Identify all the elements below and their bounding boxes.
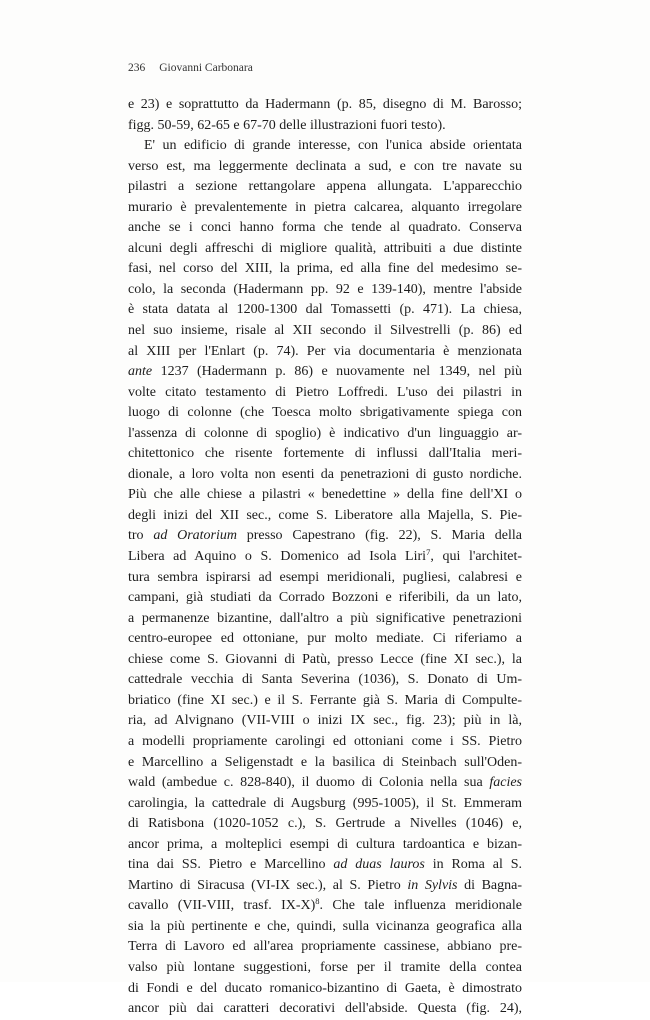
text-segment: e Marcellino a Seligenstadt e la basilica di Steinbach sull'Oden- xyxy=(128,754,522,770)
text-segment: verso est, ma leggermente declinata a sud, e con tre navate su xyxy=(128,158,522,174)
text-segment: figg. 50-59, 62-65 e 67-70 delle illustrazioni fuori testo). xyxy=(128,117,446,133)
text-segment: tura sembra ispirarsi ad esempi meridionali, pugliesi, calabresi e xyxy=(128,569,522,585)
text-segment: tina dai SS. Pietro e Marcellino xyxy=(128,857,334,873)
text-segment: Martino di Siracusa (VI-IX sec.), al S. Pietro xyxy=(128,877,408,893)
running-head xyxy=(128,62,253,74)
text-segment: è stata datata al 1200-1300 dal Tomassetti (p. 471). La chiesa, xyxy=(128,302,522,318)
text-segment: alcuni degli affreschi di migliore qualità, attribuiti a due distinte xyxy=(128,240,522,256)
italic-term: in Sylvis xyxy=(407,877,458,893)
text-line xyxy=(128,629,522,650)
text-segment: volte citato testamento di Pietro Loffredi. L'uso dei pilastri in xyxy=(128,384,522,400)
text-segment: briatico (fine XI sec.) e il S. Ferrante già S. Maria di Compulte- xyxy=(128,692,522,708)
text-line xyxy=(128,876,522,897)
text-line xyxy=(128,157,522,178)
italic-term: ante xyxy=(128,364,153,380)
text-segment: Più che alle chiese a pilastri « benedettine » della fine dell'XI o xyxy=(128,487,522,503)
text-line xyxy=(128,198,522,219)
text-segment: ria, ad Alvignano (VII-VIII o inizi IX sec., fig. 23); più in là, xyxy=(128,713,522,729)
text-segment: Libera ad Aquino o S. Domenico ad Isola Liri xyxy=(128,549,427,565)
text-line xyxy=(128,362,522,383)
text-segment: . Che tale influenza meridionale xyxy=(319,898,522,914)
text-segment: , qui l'architet- xyxy=(430,549,523,565)
text-segment: a modelli propriamente carolingi ed ottoniani come i SS. Pietro xyxy=(128,733,522,749)
text-segment: tro xyxy=(128,528,154,544)
text-line xyxy=(128,526,522,547)
italic-term: ad Oratorium xyxy=(153,528,237,544)
footnote-marker: 8 xyxy=(315,896,320,907)
text-line xyxy=(128,855,522,876)
text-line xyxy=(128,424,522,445)
text-segment: a permanenze bizantine, dall'altro a più significative penetrazioni xyxy=(128,610,522,626)
text-segment: E' un edificio di grande interesse, con l'unica abside orientata xyxy=(144,138,522,154)
text-segment: dionale, a loro volta non esenti da penetrazioni di gusto nordiche. xyxy=(128,466,522,482)
text-segment: colo, la seconda (Hadermann pp. 92 e 139-140), mentre l'abside xyxy=(128,281,522,297)
text-segment: di Ratisbona (1020-1052 c.), S. Gertrude a Nivelles (1046) e, xyxy=(128,816,522,832)
text-line xyxy=(128,300,522,321)
text-line xyxy=(128,136,522,157)
text-segment: chiese come S. Giovanni di Patù, presso Lecce (fine XI sec.), la xyxy=(128,651,522,667)
text-line xyxy=(128,280,522,301)
text-segment: di Bagna- xyxy=(457,877,522,893)
text-line xyxy=(128,403,522,424)
text-segment: murario è prevalentemente in pietra calcarea, alquanto irregolare xyxy=(128,199,522,215)
text-segment: e 23) e soprattutto da Hadermann (p. 85, disegno di M. Barosso; xyxy=(128,97,522,112)
text-segment: presso Capestrano (fig. 22), S. Maria della xyxy=(237,528,522,544)
text-line xyxy=(128,444,522,465)
text-line xyxy=(128,568,522,589)
text-segment: ancor prima, a molteplici esempi di cultura tardoantica e bizan- xyxy=(128,836,522,852)
text-line xyxy=(128,732,522,753)
text-segment: nel suo insieme, risale al XII secondo il Silvestrelli (p. 86) ed xyxy=(128,323,522,339)
text-segment: l'assenza di colonne di spoglio) è indicativo d'un linguaggio ar- xyxy=(128,425,522,441)
text-segment: wald (ambedue c. 828-840), il duomo di Colonia nella sua xyxy=(128,775,483,791)
text-segment: luogo di colonne (che Toesca molto sbrigativamente spiega con xyxy=(128,405,522,421)
text-segment: ancor più dai caratteri decorativi dell'abside. Questa (fig. 24), xyxy=(128,1001,522,1017)
text-line xyxy=(128,485,522,506)
text-line xyxy=(128,321,522,342)
text-line xyxy=(128,753,522,774)
text-line xyxy=(128,958,522,979)
text-segment: in Roma al S. xyxy=(424,857,522,873)
body-text xyxy=(128,95,522,1020)
text-line xyxy=(128,465,522,486)
text-segment: cattedrale vecchia di Santa Severina (1036), S. Donato di Um- xyxy=(128,672,522,688)
text-segment: cavallo (VII-VIII, trasf. IX-X) xyxy=(128,898,316,914)
text-segment: al XIII per l'Enlart (p. 74). Per via documentaria è menzionata xyxy=(128,343,522,359)
text-line xyxy=(128,506,522,527)
text-line xyxy=(128,896,522,917)
footnote-marker: 7 xyxy=(426,547,431,558)
text-segment: pilastri a sezione rettangolare appena allungata. L'apparecchio xyxy=(128,179,522,195)
text-line xyxy=(128,670,522,691)
text-line xyxy=(128,609,522,630)
text-segment: valso più lontane suggestioni, forse per il tramite della contea xyxy=(128,959,522,975)
italic-term: ad duas lauros xyxy=(333,857,425,873)
text-segment: degli inizi del XII sec., come S. Liberatore alla Majella, S. Pie- xyxy=(128,507,522,523)
text-line xyxy=(128,711,522,732)
text-line xyxy=(128,691,522,712)
text-line xyxy=(128,116,522,137)
text-line xyxy=(128,814,522,835)
text-line xyxy=(128,773,522,794)
text-segment: anche se i conci hanno forma che tende al quadrato. Conserva xyxy=(128,220,522,236)
text-line xyxy=(128,259,522,280)
author-name: Giovanni Carbonara xyxy=(159,62,253,74)
text-line xyxy=(128,794,522,815)
text-segment: di Fondi e del ducato romanico-bizantino di Gaeta, è dimostrato xyxy=(128,980,522,996)
text-line xyxy=(128,239,522,260)
text-line xyxy=(128,342,522,363)
text-line xyxy=(128,383,522,404)
text-segment: campani, già studiati da Corrado Bozzoni e riferibili, da un lato, xyxy=(128,590,522,606)
text-line xyxy=(128,177,522,198)
text-line xyxy=(128,937,522,958)
text-segment: 1237 (Hadermann p. 86) e nuovamente nel 1349, nel più xyxy=(152,364,522,380)
text-line xyxy=(128,917,522,938)
italic-term: facies xyxy=(489,775,522,791)
page-number: 236 xyxy=(128,62,146,74)
text-line xyxy=(128,999,522,1020)
text-segment: sia la più pertinente e che, quindi, sulla vicinanza geografica alla xyxy=(128,918,522,934)
text-segment: chitettonico che risente fortemente di influssi dall'Italia meri- xyxy=(128,446,522,462)
text-segment: Terra di Lavoro ed all'area propriamente cassinese, abbiano pre- xyxy=(128,939,522,955)
text-segment: centro-europee ed ottoniane, pur molto mediate. Ci riferiamo a xyxy=(128,631,522,647)
text-segment: carolingia, la cattedrale di Augsburg (995-1005), il St. Emmeram xyxy=(128,795,522,811)
text-line xyxy=(128,650,522,671)
text-line xyxy=(128,835,522,856)
text-segment: fasi, nel corso del XIII, la prima, ed alla fine del medesimo se- xyxy=(128,261,522,277)
text-line xyxy=(128,95,522,116)
text-line xyxy=(128,588,522,609)
text-line xyxy=(128,547,522,568)
text-line xyxy=(128,218,522,239)
